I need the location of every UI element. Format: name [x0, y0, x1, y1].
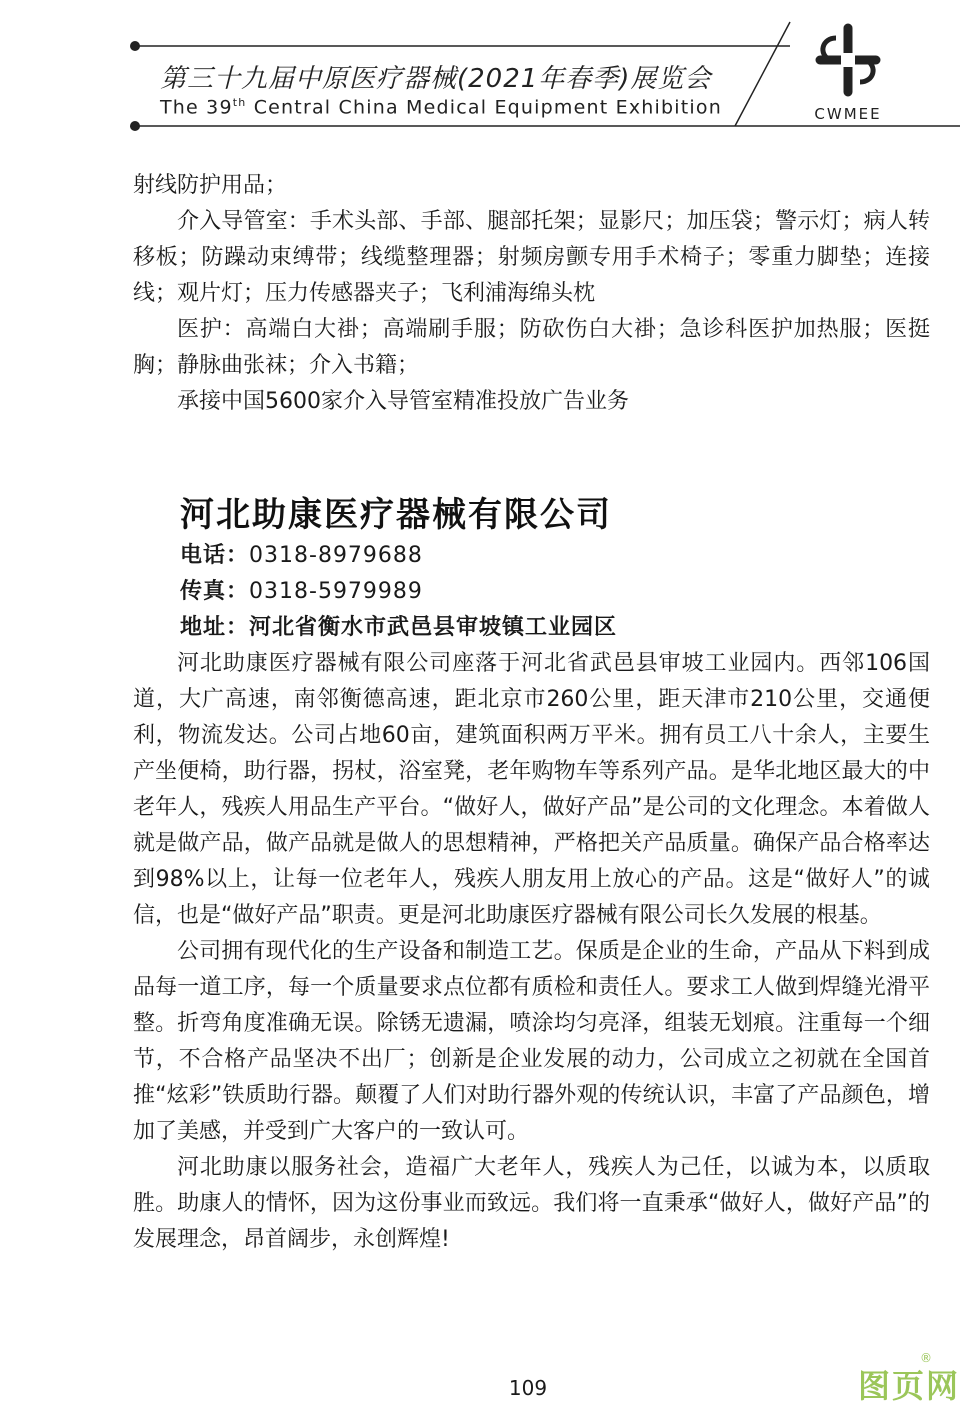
- description-paragraph: 公司拥有现代化的生产设备和制造工艺。保质是企业的生命，产品从下料到成品每一道工序，每一个质量要求点位都有质检和责任人。要求工人做到焊缝光滑平整。折弯角度准确无误。除锈无遗漏，喷涂均匀亮泽，组装无划痕。注重每一个细节，不合格产品坚决不出厂；创新是企业发展的动力，公司成立之初就在全国首推“炫彩”铁质助行器。颠覆了人们对助行器外观的传统认识，丰富了产品颜色，增加了美感，并受到广大客户的一致认可。: [133, 939, 930, 1144]
- intro-paragraph: 射线防护用品；: [133, 173, 288, 198]
- watermark-text: 图页网: [858, 1367, 961, 1405]
- company-description: [133, 646, 930, 1258]
- contact-fax: 传真：0318-5979989: [180, 579, 423, 604]
- intro-paragraph: 介入导管室：手术头部、手部、腿部托架；显影尺；加压袋；警示灯；病人转移板；防躁动束缚带；线缆整理器；射频房颤专用手术椅子；零重力脚垫；连接线；观片灯；压力传感器夹子；飞利浦海绵头枕: [133, 209, 930, 306]
- contact-address: 地址：河北省衡水市武邑县审坡镇工业园区: [180, 615, 618, 640]
- exhibition-title-cn: 第三十九届中原医疗器械(2021年春季)展览会: [160, 64, 712, 94]
- description-paragraph: 河北助康医疗器械有限公司座落于河北省武邑县审坡工业园内。西邻106国道，大广高速，南邻衡德高速，距北京市260公里，距天津市210公里，交通便利，物流发达。公司占地60亩，建筑面积两万平米。拥有员工八十余人，主要生产坐便椅，助行器，拐杖，浴室凳，老年购物车等系列产品。是华北地区最大的中老年人，残疾人用品生产平台。“做好人，做好产品”是公司的文化理念。本着做人就是做产品，做产品就是做人的思想精神，严格把关产品质量。确保产品合格率达到98%以上，让每一位老年人，残疾人朋友用上放心的产品。这是“做好人”的诚信，也是“做好产品”职责。更是河北助康医疗器械有限公司长久发展的根基。: [133, 651, 930, 928]
- page-number: 109: [508, 1376, 548, 1400]
- intro-section: [133, 168, 930, 420]
- registered-mark: ®: [920, 1351, 932, 1365]
- logo-text: CWMEE: [814, 105, 882, 123]
- intro-paragraph: 承接中国5600家介入导管室精准投放广告业务: [177, 389, 629, 414]
- page-header: [0, 0, 980, 140]
- description-paragraph: 河北助康以服务社会，造福广大老年人，残疾人为己任，以诚为本，以质取胜。助康人的情怀，因为这份事业而致远。我们将一直秉承“做好人，做好产品”的发展理念，昂首阔步，永创辉煌!: [133, 1155, 930, 1252]
- company-name: 河北助康医疗器械有限公司: [180, 495, 612, 535]
- exhibition-title-en: The 39th Central China Medical Equipment Exhibition: [160, 96, 722, 119]
- watermark: [858, 1351, 968, 1405]
- cwmee-logo-icon: [808, 20, 888, 100]
- contact-phone: 电话：0318-8979688: [180, 543, 423, 568]
- intro-paragraph: 医护：高端白大褂；高端刷手服；防砍伤白大褂；急诊科医护加热服；医挺胸；静脉曲张袜；介入书籍；: [133, 317, 930, 378]
